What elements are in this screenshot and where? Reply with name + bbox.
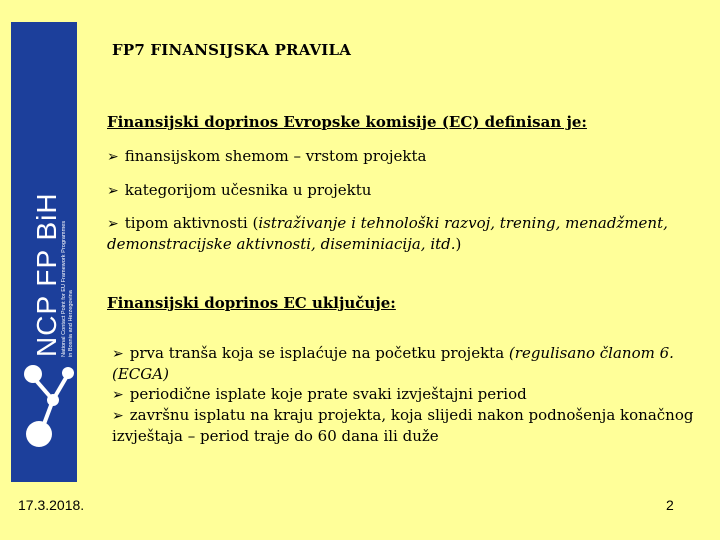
- logo-title: NCP FP BiH: [31, 192, 62, 357]
- section1-heading: Finansijski doprinos Evropske komisije (EC) definisan je:: [107, 113, 587, 131]
- arrow-bullet-icon: ➢: [107, 216, 119, 232]
- logo-tagline-2: in Bosnia and Herzegovina: [68, 290, 74, 357]
- list-item-text: periodične isplate koje prate svaki izvještajni period: [129, 385, 527, 403]
- list-item: [112, 405, 702, 446]
- page-number: 2: [666, 497, 674, 513]
- section2-list: [112, 343, 702, 446]
- list-item: [112, 343, 702, 384]
- list-item-text: kategorijom učesnika u projektu: [124, 181, 372, 199]
- molecule-icon: [24, 365, 74, 447]
- list-item-text: finansijskom shemom – vrstom projekta: [124, 147, 427, 165]
- list-item-text: završnu isplatu na kraju projekta, koja slijedi nakon podnošenja konačnog: [129, 406, 694, 424]
- list-item-italic: istraživanje i tehnološki razvoj, trening, menadžment,: [258, 214, 668, 232]
- logo-tagline-1: National Contact Point for EU Framework Programmes: [61, 220, 67, 357]
- section2-heading: Finansijski doprinos EC uključuje:: [107, 294, 396, 312]
- list-item-italic: demonstracijske aktivnosti, diseminiacija, itd.: [107, 235, 456, 253]
- footer-date: 17.3.2018.: [18, 497, 85, 513]
- list-item: [112, 384, 702, 405]
- list-item: [107, 146, 427, 167]
- list-item-italic: (ECGA): [112, 365, 169, 383]
- list-item: [107, 213, 707, 254]
- slide-title: FP7 FINANSIJSKA PRAVILA: [112, 41, 352, 59]
- arrow-bullet-icon: ➢: [112, 346, 124, 362]
- arrow-bullet-icon: ➢: [112, 408, 124, 424]
- list-item-text: ): [455, 235, 462, 253]
- list-item-text: prva tranša koja se isplaćuje na početku projekta: [129, 344, 509, 362]
- list-item: [107, 180, 371, 201]
- arrow-bullet-icon: ➢: [112, 387, 124, 403]
- logo-sidebar: [11, 22, 77, 482]
- arrow-bullet-icon: ➢: [107, 149, 119, 165]
- ncp-logo: [11, 22, 77, 482]
- arrow-bullet-icon: ➢: [107, 183, 119, 199]
- list-item-text: tipom aktivnosti (: [124, 214, 259, 232]
- list-item-italic: (regulisano članom 6.: [508, 344, 674, 362]
- list-item-text: izvještaja – period traje do 60 dana ili duže: [112, 427, 439, 445]
